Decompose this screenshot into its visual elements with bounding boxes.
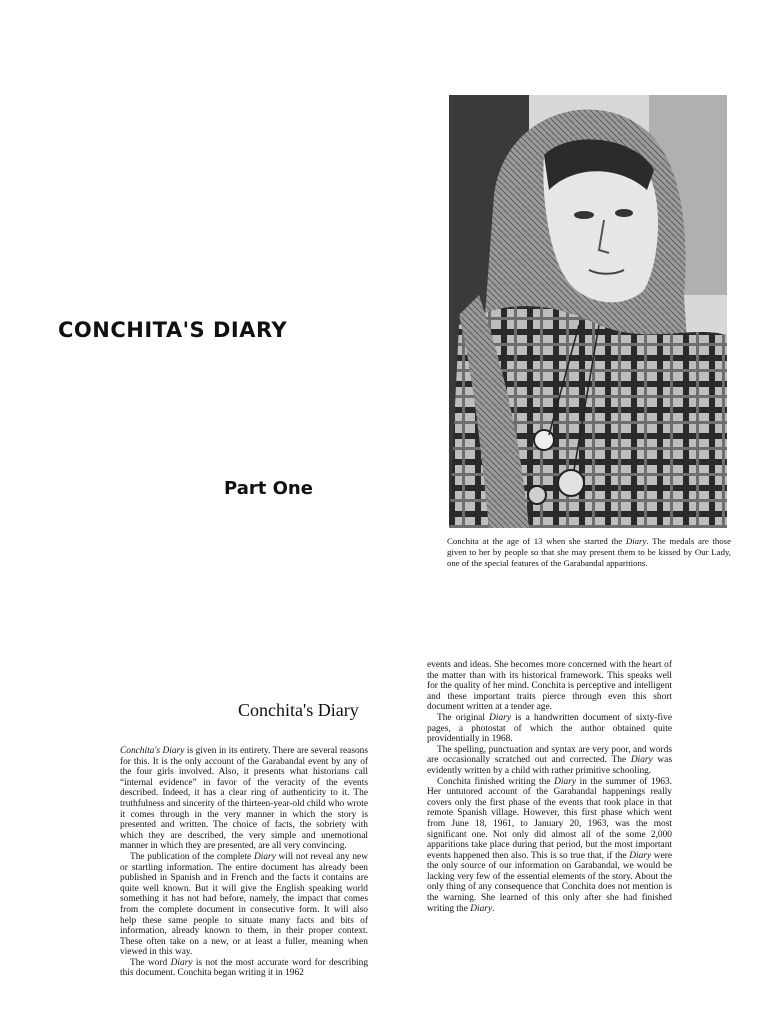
- photo-caption: Conchita at the age of 13 when she started the Diary. The medals are those given to her by people so that she may present them to be kissed by Our Lady, one of the special features of the Garabandal apparitions.: [447, 536, 731, 568]
- paragraph: The publication of the complete Diary will not reveal any new or startling information. The entire document has already been published in Spanish and in French and the facts it contains are quite well known. But it will give the English speaking world something it has not had before, namely, the impact that comes from the complete document in consecutive form. It will also help these same people to situate many facts and bits of information, already known to them, in their proper context. These often take on a new, or at least a fuller, meaning when viewed in this way.: [120, 851, 368, 958]
- paragraph: The original Diary is a handwritten document of sixty-five pages, a photostat of which the author obtained quite providentially in 1968.: [427, 712, 672, 745]
- section-heading: Conchita's Diary: [238, 700, 359, 720]
- left-text-column: [120, 746, 368, 1024]
- paragraph: Conchita finished writing the Diary in the summer of 1963. Her untutored account of the Garabandal happenings really covers only the first phase of the events that took place in that remote Spanish village. However, this first phase which went from June 18, 1961, to January 20, 1963, was the most significant one. Not only did almost all of the some 2,000 apparitions take place during that period, but the most important events happened then also. This is so true that, if the Diary were the only source of our information on Garabandal, we would be lacking very few of the essential elements of the story. About the only thing of any consequence that Conchita does not mention is the warning. She learned of this only after she had finished writing the Diary.: [427, 776, 673, 914]
- paragraph: The word Diary is not the most accurate word for describing this document. Conchita began writing it in 1962: [120, 957, 368, 979]
- paragraph: events and ideas. She becomes more concerned with the heart of the matter than with its historical framework. This speaks well for the quality of her mind. Conchita is perceptive and intelligent and these important traits pierce through even this short document written at a tender age.: [427, 660, 672, 713]
- part-heading: Part One: [224, 478, 313, 499]
- page-title: CONCHITA'S DIARY: [58, 318, 288, 342]
- paragraph: The spelling, punctuation and syntax are very poor, and words are occasionally scratched out and corrected. The Diary was evidently written by a child with rather primitive schooling.: [427, 744, 672, 776]
- photo-conchita: [449, 95, 727, 528]
- paragraph: Conchita's Diary is given in its entirety. There are several reasons for this. It is the only account of the Garabandal event by any of the four girls involved. Also, it presents what historians call “internal evidence” in favor of the veracity of the events described. Indeed, it has a clear ring of authenticity to it. The truthfulness and sincerity of the thirteen-year-old child who wrote it comes through in the very manner in which the story is presented and written. The choice of facts, the sobriety with which they are described, the very simple and unemotional manner in which they are presented, are all very convincing.: [120, 746, 368, 852]
- photo-image: [449, 95, 727, 528]
- right-text-column: [427, 660, 672, 914]
